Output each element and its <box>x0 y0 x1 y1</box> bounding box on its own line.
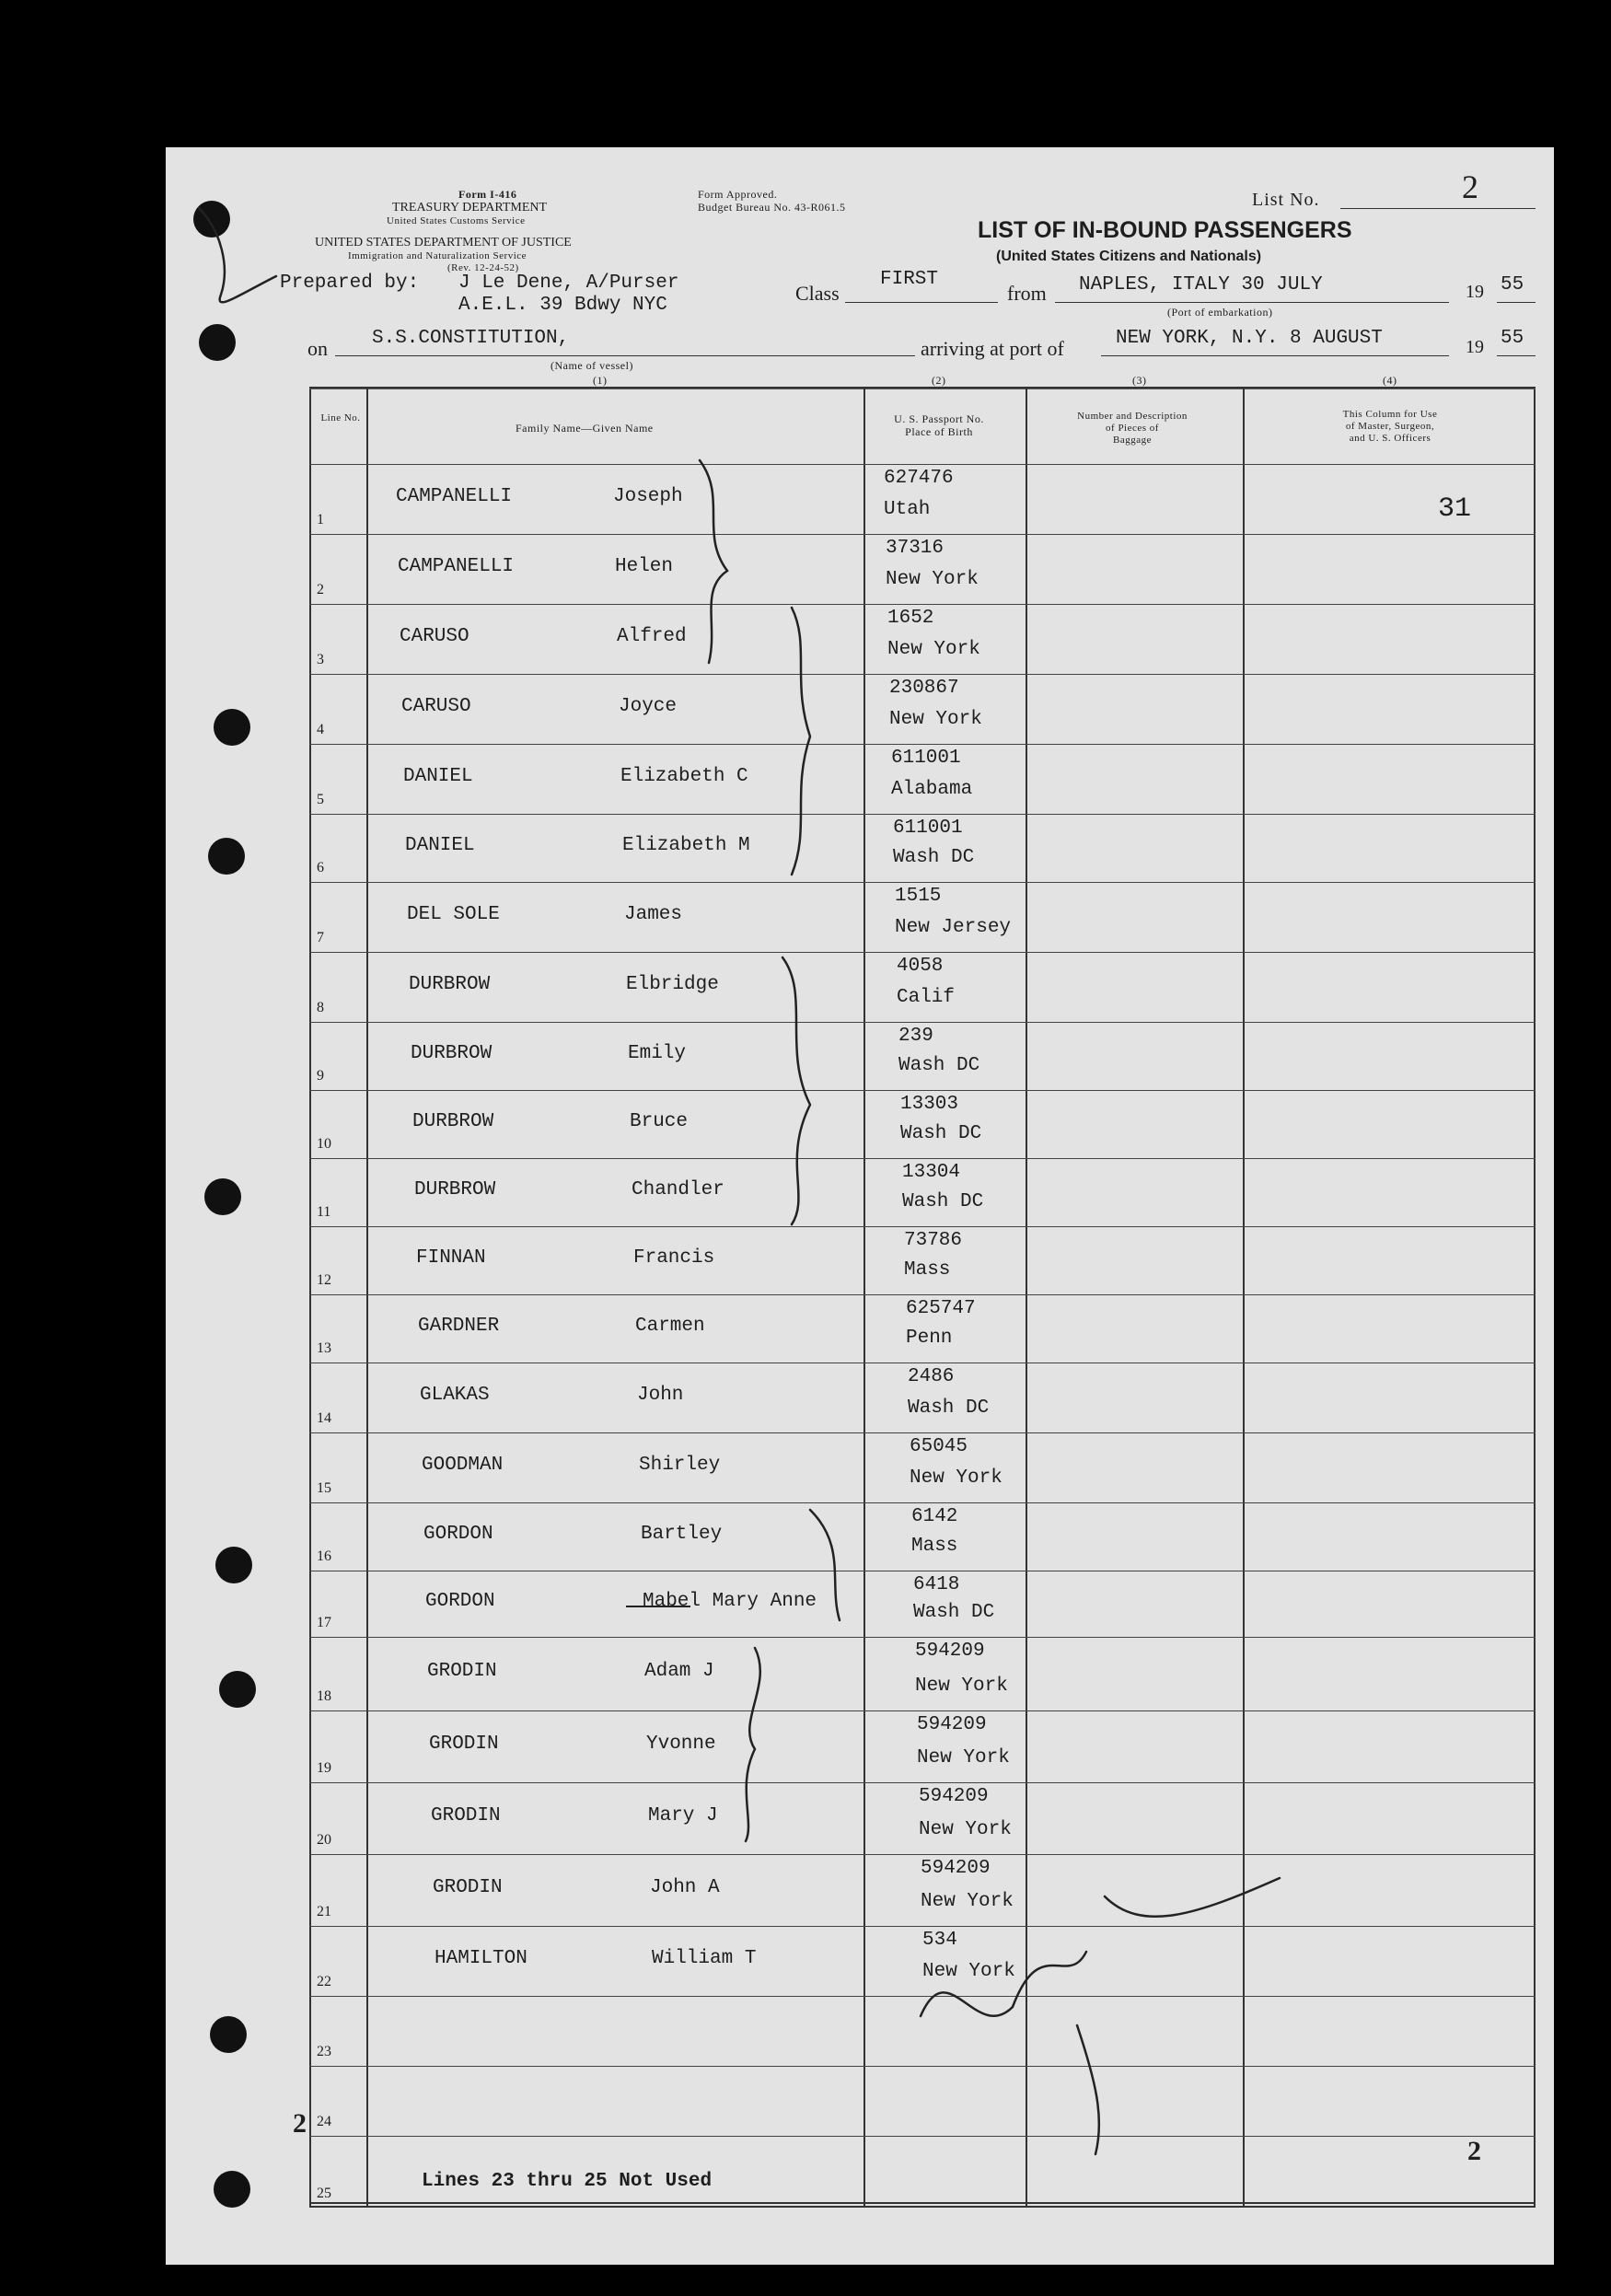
port-caption: (Port of embarkation) <box>1167 306 1273 319</box>
col4-number: (4) <box>1383 374 1397 387</box>
given-name: Alfred <box>617 626 687 647</box>
col-header-officers-3: and U. S. Officers <box>1349 433 1431 444</box>
line-number: 1 <box>317 512 324 528</box>
place-of-birth: Utah <box>884 499 931 520</box>
place-of-birth: Mass <box>904 1259 951 1281</box>
col-header-birth: Place of Birth <box>905 425 973 438</box>
given-name: Elbridge <box>626 974 719 995</box>
place-of-birth: Wash DC <box>898 1055 980 1076</box>
line-number: 25 <box>317 2186 331 2201</box>
line-number: 5 <box>317 792 324 807</box>
family-name: GRODIN <box>429 1734 499 1755</box>
place-of-birth: New York <box>889 709 982 730</box>
place-of-birth: New York <box>917 1747 1010 1768</box>
form-approved: Form Approved. <box>698 188 778 201</box>
family-name: GRODIN <box>431 1805 501 1826</box>
family-name: GORDON <box>423 1524 493 1545</box>
given-name: Shirley <box>639 1455 721 1476</box>
passport-number: 4058 <box>897 956 944 977</box>
passport-number: 594209 <box>917 1714 987 1735</box>
col3-number: (3) <box>1132 374 1147 387</box>
col2-number: (2) <box>932 374 946 387</box>
year-prefix: 19 <box>1466 282 1484 302</box>
given-name: Mabel Mary Anne <box>643 1591 817 1612</box>
budget-bureau: Budget Bureau No. 43-R061.5 <box>698 201 846 214</box>
place-of-birth: Wash DC <box>908 1397 990 1419</box>
passport-number: 6142 <box>911 1506 958 1527</box>
family-name: GOODMAN <box>422 1455 504 1476</box>
family-name: CARUSO <box>400 626 469 647</box>
on-label: on <box>307 337 328 360</box>
class-label: Class <box>795 282 840 305</box>
given-name: Emily <box>628 1043 687 1064</box>
col-header-name: Family Name—Given Name <box>516 422 654 435</box>
passport-number: 627476 <box>884 468 954 489</box>
line-number: 15 <box>317 1480 331 1496</box>
line-number: 2 <box>317 582 324 597</box>
given-name: Yvonne <box>646 1734 716 1755</box>
place-of-birth: New York <box>910 1467 1003 1489</box>
given-name: John <box>637 1385 684 1406</box>
place-of-birth: New Jersey <box>895 917 1012 938</box>
dept-treasury: TREASURY DEPARTMENT <box>392 201 548 215</box>
embarkation-port: NAPLES, ITALY 30 JULY <box>1079 274 1323 296</box>
line-number: 19 <box>317 1760 331 1776</box>
family-name: DURBROW <box>414 1179 496 1200</box>
given-name: Elizabeth M <box>622 835 750 856</box>
arrival-year-prefix: 19 <box>1466 337 1484 357</box>
passport-number: 13304 <box>902 1162 961 1183</box>
col-header-baggage-3: Baggage <box>1113 435 1152 446</box>
line-number: 14 <box>317 1410 331 1426</box>
line-number: 13 <box>317 1340 331 1356</box>
class-value: FIRST <box>880 269 939 290</box>
line-number: 18 <box>317 1688 331 1704</box>
place-of-birth: New York <box>919 1819 1012 1840</box>
col-header-passport: U. S. Passport No. <box>894 412 984 425</box>
place-of-birth: New York <box>886 569 979 590</box>
passport-number: 37316 <box>886 538 945 559</box>
passport-number: 594209 <box>915 1641 985 1662</box>
col-header-line: Line No. <box>320 412 361 423</box>
dept-ins: Immigration and Naturalization Service <box>348 250 527 261</box>
vessel-name: S.S.CONSTITUTION, <box>372 328 570 349</box>
given-name: Mary J <box>648 1805 718 1826</box>
place-of-birth: Mass <box>911 1536 958 1557</box>
page-marker-left: 2 <box>293 2108 307 2139</box>
place-of-birth: New York <box>922 1961 1015 1982</box>
dept-customs: United States Customs Service <box>387 215 526 226</box>
col-header-baggage-1: Number and Description <box>1077 411 1188 422</box>
passport-number: 534 <box>922 1930 957 1951</box>
place-of-birth: Wash DC <box>900 1123 982 1144</box>
passport-number: 594209 <box>919 1786 989 1807</box>
passport-number: 239 <box>898 1026 933 1047</box>
family-name: GRODIN <box>433 1877 503 1898</box>
family-name: DANIEL <box>403 766 473 787</box>
passport-number: 625747 <box>906 1298 976 1319</box>
passport-number: 13303 <box>900 1094 959 1115</box>
line-number: 21 <box>317 1904 331 1919</box>
place-of-birth: Wash DC <box>893 847 975 868</box>
given-name: Carmen <box>635 1316 705 1337</box>
line-number: 7 <box>317 930 324 945</box>
given-name: William T <box>652 1948 757 1969</box>
arrival-port: NEW YORK, N.Y. 8 AUGUST <box>1116 328 1383 349</box>
family-name: GLAKAS <box>420 1385 490 1406</box>
page-marker-right: 2 <box>1467 2136 1481 2166</box>
passport-number: 73786 <box>904 1230 963 1251</box>
place-of-birth: Penn <box>906 1328 953 1349</box>
passport-number: 6418 <box>913 1574 960 1595</box>
line-number: 9 <box>317 1068 324 1084</box>
family-name: GORDON <box>425 1591 495 1612</box>
from-label: from <box>1007 282 1047 305</box>
passport-number: 1652 <box>887 608 934 629</box>
line-number: 17 <box>317 1615 331 1630</box>
col1-number: (1) <box>593 374 608 387</box>
family-name: DURBROW <box>409 974 491 995</box>
place-of-birth: New York <box>887 639 980 660</box>
line-number: 24 <box>317 2114 331 2129</box>
page-title: LIST OF IN-BOUND PASSENGERS <box>978 217 1352 243</box>
list-no-value: 2 <box>1462 168 1478 205</box>
line-number: 6 <box>317 860 324 875</box>
col-header-baggage-2: of Pieces of <box>1106 423 1159 434</box>
line-number: 16 <box>317 1548 331 1564</box>
line-number: 20 <box>317 1832 331 1848</box>
given-name: James <box>624 904 683 925</box>
arrival-year: 55 <box>1501 328 1524 349</box>
given-name: Bartley <box>641 1524 723 1545</box>
lines-not-used-note: Lines 23 thru 25 Not Used <box>422 2171 713 2192</box>
arriving-label: arriving at port of <box>921 337 1064 360</box>
prepared-by-address: A.E.L. 39 Bdwy NYC <box>458 295 667 316</box>
list-no-label: List No. <box>1252 190 1320 210</box>
given-name: Adam J <box>644 1661 714 1682</box>
place-of-birth: Wash DC <box>913 1602 995 1623</box>
form-revision: (Rev. 12-24-52) <box>447 262 519 273</box>
given-name: Bruce <box>630 1111 689 1132</box>
given-name: Chandler <box>632 1179 724 1200</box>
passport-number: 611001 <box>893 818 963 839</box>
vessel-caption: (Name of vessel) <box>551 359 633 372</box>
embarkation-year: 55 <box>1501 274 1524 296</box>
family-name: DEL SOLE <box>407 904 500 925</box>
passport-number: 611001 <box>891 748 961 769</box>
line-number: 11 <box>317 1204 331 1220</box>
prepared-by-name: J Le Dene, A/Purser <box>458 273 679 294</box>
line-number: 12 <box>317 1272 331 1288</box>
given-name: Joyce <box>619 696 678 717</box>
family-name: DURBROW <box>412 1111 494 1132</box>
family-name: DANIEL <box>405 835 475 856</box>
prepared-by-label: Prepared by: <box>280 273 420 294</box>
line-number: 3 <box>317 652 324 667</box>
place-of-birth: New York <box>921 1891 1014 1912</box>
passport-number: 65045 <box>910 1436 968 1457</box>
col-header-officers-1: This Column for Use <box>1342 409 1438 420</box>
passport-number: 1515 <box>895 886 942 907</box>
form-number: Form I-416 <box>458 188 517 201</box>
family-name: CAMPANELLI <box>398 556 515 577</box>
place-of-birth: Wash DC <box>902 1191 984 1212</box>
page-subtitle: (United States Citizens and Nationals) <box>996 249 1262 264</box>
line-number: 23 <box>317 2044 331 2059</box>
place-of-birth: New York <box>915 1676 1008 1697</box>
line-number: 10 <box>317 1136 331 1152</box>
given-name: Francis <box>633 1247 715 1269</box>
family-name: DURBROW <box>411 1043 493 1064</box>
place-of-birth: Calif <box>897 987 956 1008</box>
family-name: GARDNER <box>418 1316 500 1337</box>
family-name: HAMILTON <box>435 1948 527 1969</box>
family-name: GRODIN <box>427 1661 497 1682</box>
line-number: 22 <box>317 1974 331 1989</box>
passport-number: 230867 <box>889 678 959 699</box>
given-name: John A <box>650 1877 720 1898</box>
passport-number: 594209 <box>921 1858 991 1879</box>
given-name: Joseph <box>613 486 683 507</box>
family-name: CARUSO <box>401 696 471 717</box>
family-name: FINNAN <box>416 1247 486 1269</box>
given-name: Helen <box>615 556 674 577</box>
dept-justice: UNITED STATES DEPARTMENT OF JUSTICE <box>315 236 572 249</box>
given-name: Elizabeth C <box>620 766 748 787</box>
officer-note: 31 <box>1438 493 1472 525</box>
passport-number: 2486 <box>908 1366 955 1387</box>
col-header-officers-2: of Master, Surgeon, <box>1345 421 1435 432</box>
line-number: 8 <box>317 1000 324 1015</box>
place-of-birth: Alabama <box>891 779 973 800</box>
line-number: 4 <box>317 722 324 737</box>
family-name: CAMPANELLI <box>396 486 513 507</box>
